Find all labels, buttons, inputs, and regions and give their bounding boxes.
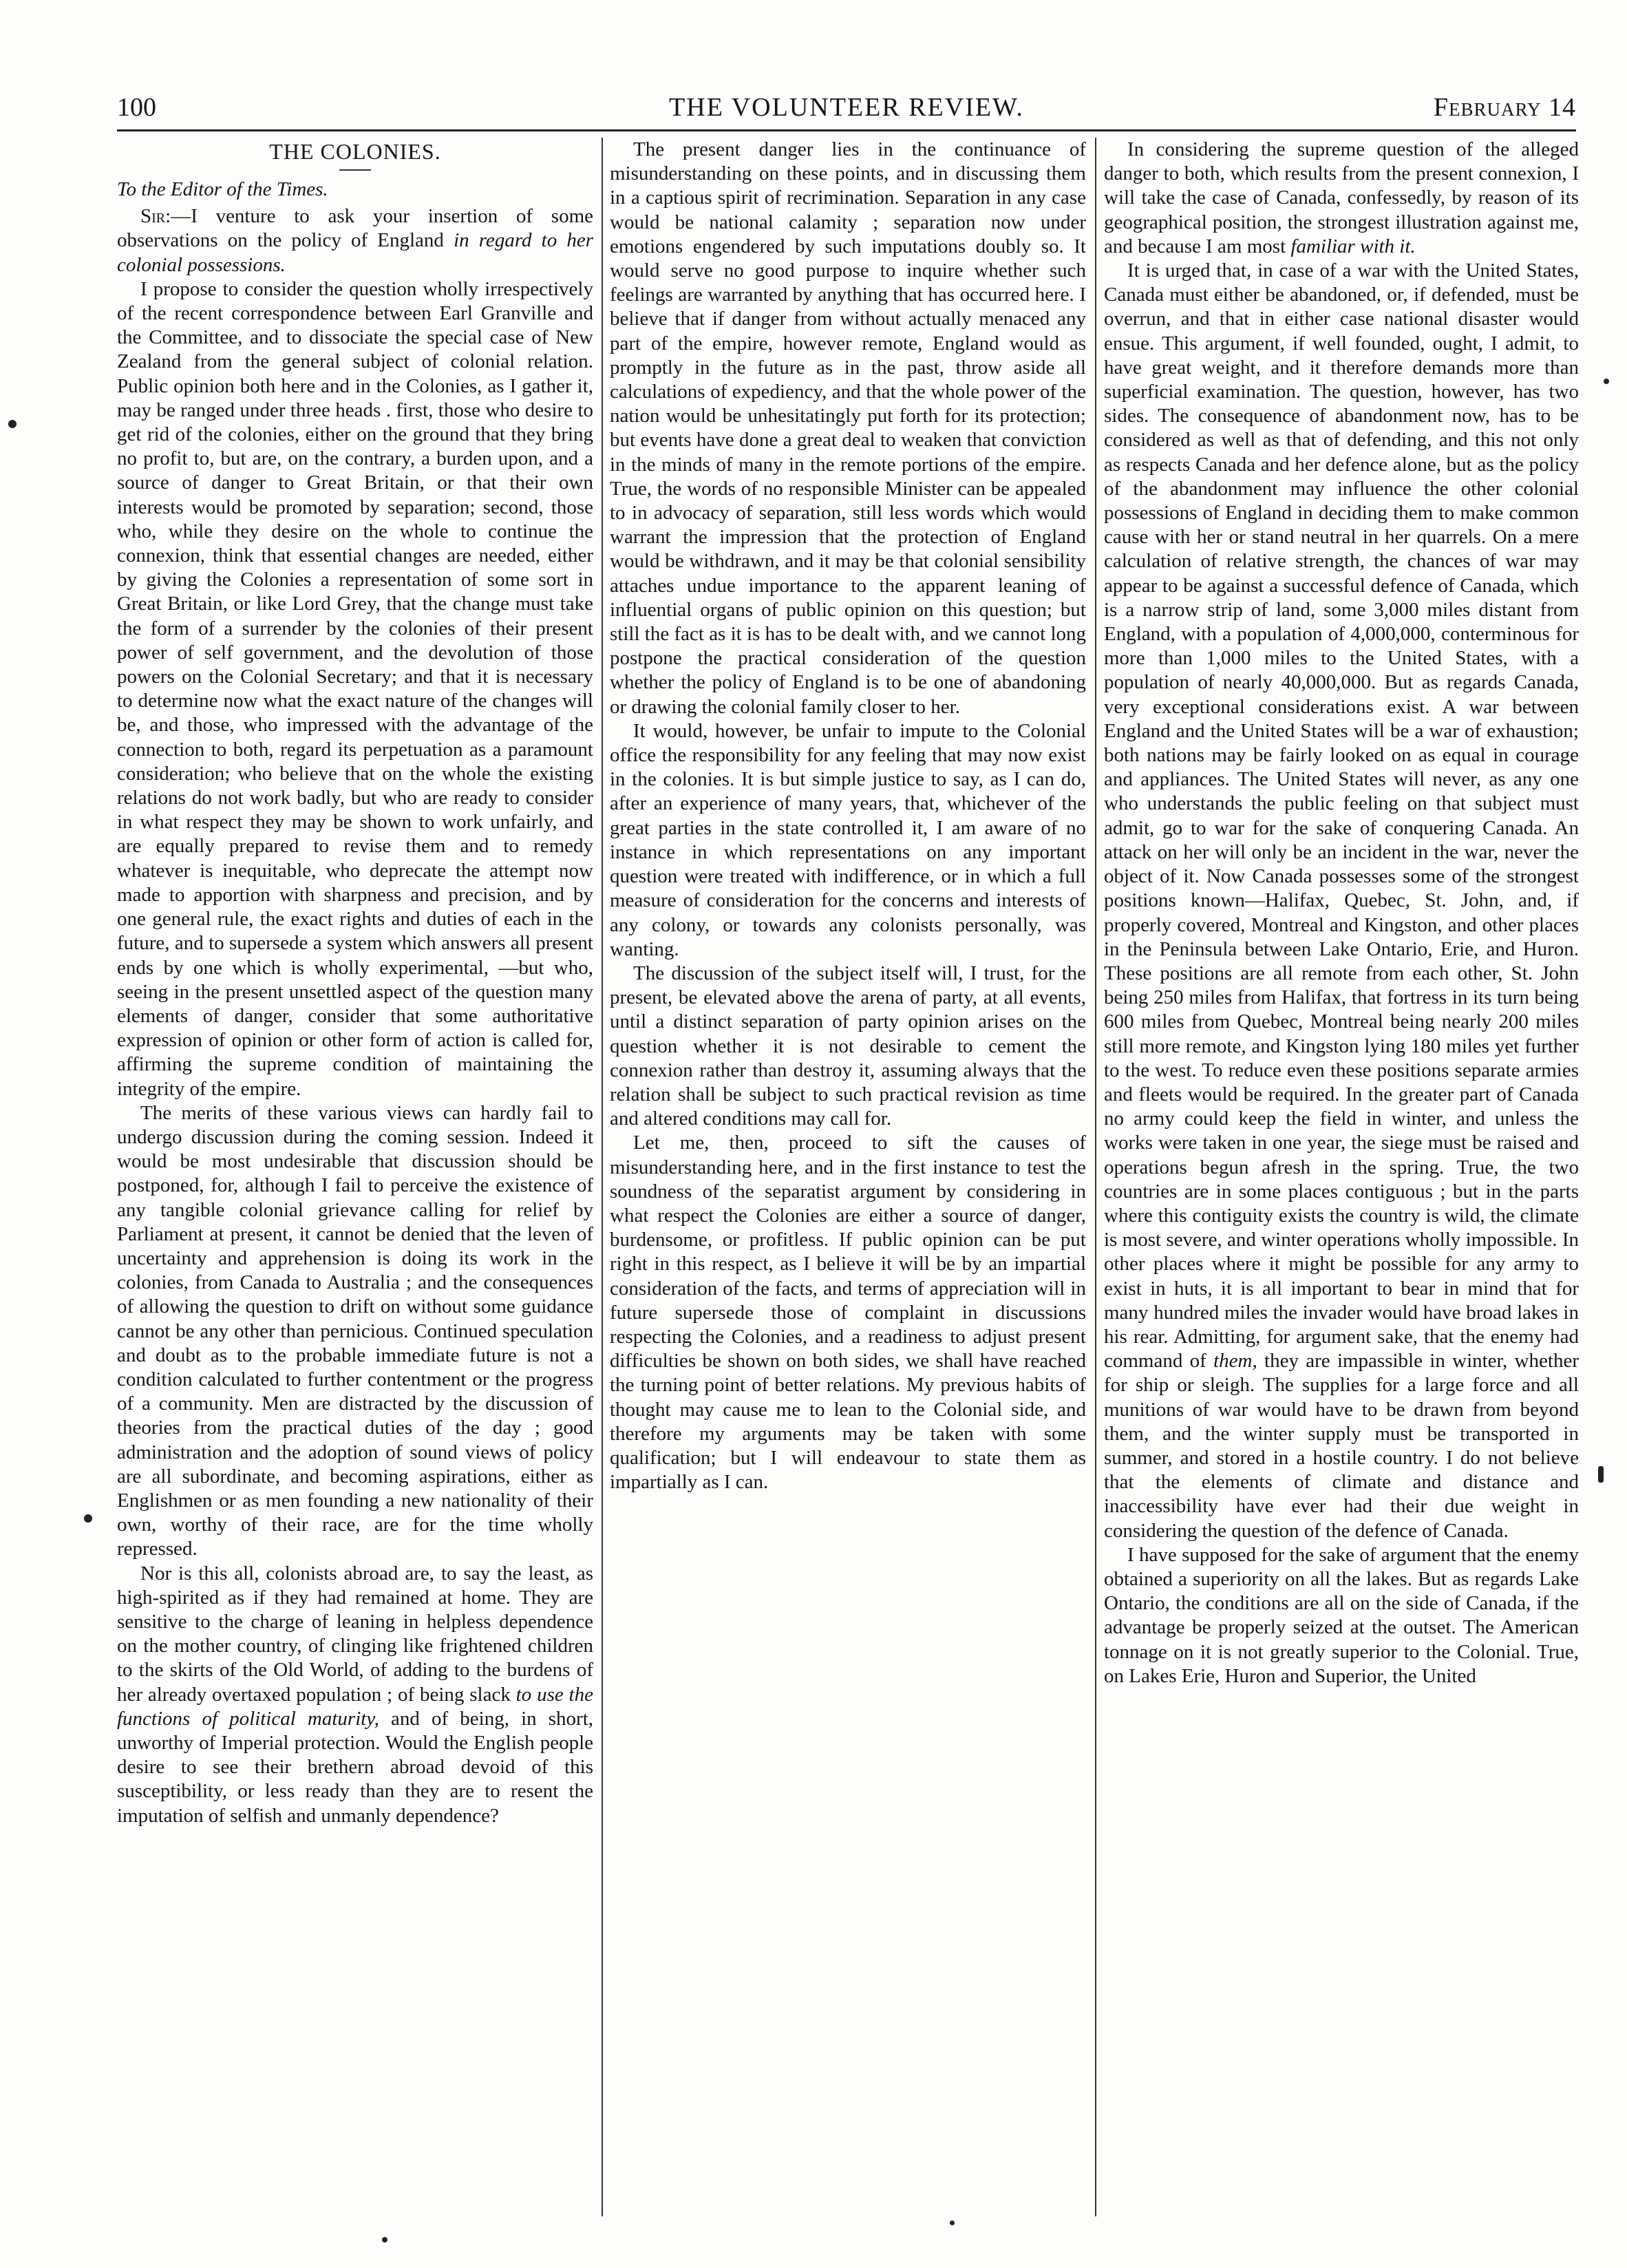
paragraph-text: It is urged that, in case of a war with the United States, Canada must either be abandoned, or, if defended, must be overrun, and that in either case national disaster would ensue. This argument, if well founded, ought, I admit, to have great weight, and it therefore demands more than superficial examination. The question, however, has two sides. The consequence of abandonment now, has to be considered as well as that of defending, and this not only as respects Canada and her defence alone, but as the policy of the abandonment may influence the other colonial possessions of England in deciding them to make common cause with her or stand neutral in her quarrels. On a mere calculation of relative strength, the chances of war may appear to be against a successful defence of Canada, which is a narrow strip of land, some 3,000 miles distant from England, with a population of 4,000,000, conterminous for more than 1,000 miles to the United States, with a population of nearly 40,000,000. But as regards Canada, very exceptional considerations exist. A war between England and the United States will be a war of exhaustion; both nations may be fairly looked on as equal in courage and appliances. The United States will never, as any one who understands the public feeling on that subject must admit, go to war for the sake of conquering Canada. An attack on her will only be an incident in the war, never the object of it. Now Canada possesses some of the strongest positions known—Halifax, Quebec, St. John, and, if properly covered, Montreal and Kingston, and other places in the Peninsula between Lake Ontario, Erie, and Huron. These positions are all remote from each other, St. John being 250 miles from Halifax, that fortress in its turn being 600 miles from Quebec, Montreal being nearly 200 miles still more remote, and Kingston lying 180 miles yet further to the west. To reduce even these positions separate armies and fleets would be required. In the greater part of Canada no army could keep the field in winter, and unless the works were taken in one year, the siege must be raised and operations begun afresh in the spring. True, the two countries are in some places contiguous ; but in the parts where this contiguity exists the country is wild, the climate is most severe, and winter operations wholly impossible. In other places where it might be possible for any army to exist in huts, it is all important to bear in mind that for many hundred miles the invader would have broad lakes in his rear. Admitting, for argument sake, that the enemy had command of xyxy=(1104,259,1579,1373)
paragraph-text: they are impassible in winter, whether for ship or sleigh. The supplies for a large force and all munitions of war would have to be drawn from beyond them, and the winter supply must be transported in summer, and stored in a hostile country. I do not believe that the elements of climate and distance and inaccessibility have ever had their due weight in considering the question of the defence of Canada. xyxy=(1104,1350,1579,1542)
paragraph-italic: them, xyxy=(1213,1350,1257,1373)
paragraph xyxy=(117,1562,593,1828)
column-divider xyxy=(602,138,603,2216)
heading-rule xyxy=(339,169,371,171)
paragraph-text: Nor is this all, colonists abroad are, to say the least, as high-spirited as if they had remained at home. They are sensitive to the charge of leaning in helpless dependence on the mother country, of clinging like frightened children to the skirts of the Old World, of adding to the burdens of her already overtaxed population ; of being slack xyxy=(117,1562,593,1706)
paragraph: The discussion of the subject itself will, I trust, for the present, be elevated above the arena of party, at all events, until a distinct separation of party opinion arises on the question whether it is not desirable to cement the connexion rather than destroy it, assuming always that the relation shall be subject to such practical revision as time and altered conditions may call for. xyxy=(610,962,1086,1130)
paragraph-text: In considering the supreme question of the alleged danger to both, which results from the present connexion, I will take the case of Canada, confessedly, by reason of its geographical position, the strongest illustration against me, and because I am most xyxy=(1104,138,1579,257)
article-column-1 xyxy=(117,138,593,2216)
paragraph xyxy=(117,204,593,277)
paragraph xyxy=(1104,259,1579,1543)
page-header xyxy=(117,88,1576,127)
paragraph: The present danger lies in the continuance of misunderstanding on these points, and in discussing them in a captious spirit of recrimination. Separation in any case would be national calamity ; separation now under emotions engendered by such imputations doubly so. It would serve no good purpose to inquire whether such feelings are warranted by anything that has occurred here. I believe that if danger from without actually menaced any part of the empire, however remote, England would as promptly in the future as in the past, throw aside all calculations of expediency, and that the whole power of the nation would be unhesitatingly put forth for its protection; but events have done a great deal to weaken that conviction in the minds of many in the remote portions of the empire. True, the words of no responsible Minister can be appealed to in advocacy of separation, still less words which would warrant the impression that the protection of England would be withdrawn, and it may be that colonial sensibility attaches undue importance to the apparent leaning of influential organs of public opinion on this question; but still the fact as it is has to be dealt with, and we cannot long postpone the practical consideration of the question whether the policy of England is to be one of abandoning or drawing the colonial family closer to her. xyxy=(610,138,1086,718)
paragraph-text: :—I venture to ask your insertion of some observations on the policy of England xyxy=(117,205,593,252)
paragraph: I propose to consider the question wholly irrespectively of the recent correspondence between Earl Granville and the Committee, and to dissociate the special case of New Zealand from the general subject of colonial relation. Public opinion both here and in the Colonies, as I gather it, may be ranged under three heads . first, those who desire to get rid of the colonies, either on the ground that they bring no profit to, but are, on the contrary, a burden upon, and a source of danger to Great Britain, or that their own interests would be promoted by separation; second, those who, while they desire on the whole to continue the connexion, think that essential changes are needed, either by giving the Colonies a representation of some sort in Great Britain, or like Lord Grey, that the change must take the form of a surrender by the colonies of their present power of self government, and the devolution of those powers on the Colonial Secretary; and that it is necessary to determine now what the exact nature of the changes will be, and those, who impressed with the advantage of the connection to both, regard its perpetuation as a paramount consideration; who believe that on the whole the existing relations do not work badly, but who are ready to consider in what respect they may be shown to work unfairly, and are equally prepared to revise them and to remedy whatever is inequitable, who deprecate the attempt now made to apportion with sharpness and precision, and by one general rule, the exact rights and duties of each in the future, and to supersede a system which answers all present ends by one which is wholly experimental, —but who, seeing in the present unsettled aspect of the question many elements of danger, consider that some authoritative expression of opinion or other form of action is called for, affirming the supreme condition of maintaining the integrity of the empire. xyxy=(117,277,593,1100)
article-column-2 xyxy=(610,138,1086,2216)
paragraph xyxy=(1104,138,1579,259)
paragraph: It would, however, be unfair to impute to the Colonial office the responsibility for any feeling that may now exist in the colonies. It is but simple justice to say, as I can do, after an experience of many years, that, whichever of the great parties in the state controlled it, I am aware of no instance in which representations on any important question were treated with indifference, or in which a full measure of consideration for the concerns and interests of any colony, or towards any colonists personally, was wanting. xyxy=(610,719,1086,960)
paragraph-text: and of being, in short, unworthy of Imperial protection. Would the English people desire to see their brethern abroad devoid of this susceptibility, or less ready than they are to resent the imputation of selfish and unmanly dependence? xyxy=(117,1707,593,1827)
paragraph-italic: familiar with it. xyxy=(1290,235,1416,257)
ink-speck xyxy=(8,420,17,428)
publication-title: THE VOLUNTEER REVIEW. xyxy=(669,93,1024,122)
paragraph-italic: in regard to her colonial possessions. xyxy=(117,229,593,276)
ink-speck xyxy=(382,2237,387,2243)
paragraph: Let me, then, proceed to sift the causes of misunderstanding here, and in the first instance to test the soundness of the separatist argument by considering in what respect the Colonies are either a source of danger, burdensome, or profitless. If public opinion can be put right in this respect, as I believe it will be by an impartial consideration of the facts, and terms of appreciation will in future supersede those of complaint in discussions respecting the Colonies, and a readiness to adjust present difficulties be shown on both sides, we shall have reached the turning point of better relations. My previous habits of thought may cause me to lean to the Colonial side, and therefore my arguments may be taken with some qualification; but I will endeavour to state them as impartially as I can. xyxy=(610,1132,1086,1494)
ink-speck xyxy=(1604,379,1609,384)
article-heading: THE COLONIES. xyxy=(269,139,441,164)
ink-speck xyxy=(1598,1466,1604,1483)
salutation: Sir xyxy=(140,205,166,228)
article-column-3 xyxy=(1104,138,1579,2216)
issue-date: February 14 xyxy=(1433,93,1576,122)
page-number: 100 xyxy=(117,93,156,122)
ink-speck xyxy=(950,2221,955,2225)
letter-address: To the Editor of the Times. xyxy=(117,178,328,200)
header-rule xyxy=(117,129,1576,131)
paragraph-italic: to use the functions of political maturity, xyxy=(117,1683,593,1730)
ink-speck xyxy=(84,1514,92,1523)
column-divider xyxy=(1095,138,1096,2216)
paragraph: The merits of these various views can hardly fail to undergo discussion during the coming session. Indeed it would be most undesirable that discussion should be postponed, for, although I fail to perceive the existence of any tangible colonial grievance calling for relief by Parliament at present, it cannot be denied that the leven of uncertainty and apprehension is doing its work in the colonies, from Canada to Australia ; and the consequences of allowing the question to drift on without some guidance cannot be any other than pernicious. Continued speculation and doubt as to the probable immediate future is not a condition calculated to further contentment or the progress of a community. Men are distracted by the discussion of theories from the practical duties of the day ; good administration and the adoption of sound views of policy are all subordinate, and becoming aspirations, either as Englishmen or as men founding a new nationality of their own, worthy of their race, are for the time wholly repressed. xyxy=(117,1101,593,1560)
paragraph: I have supposed for the sake of argument that the enemy obtained a superiority on all the lakes. But as regards Lake Ontario, the conditions are all on the side of Canada, if the advantage be properly seized at the outset. The American tonnage on it is not greatly superior to the Colonial. True, on Lakes Erie, Huron and Superior, the United xyxy=(1104,1543,1579,1687)
